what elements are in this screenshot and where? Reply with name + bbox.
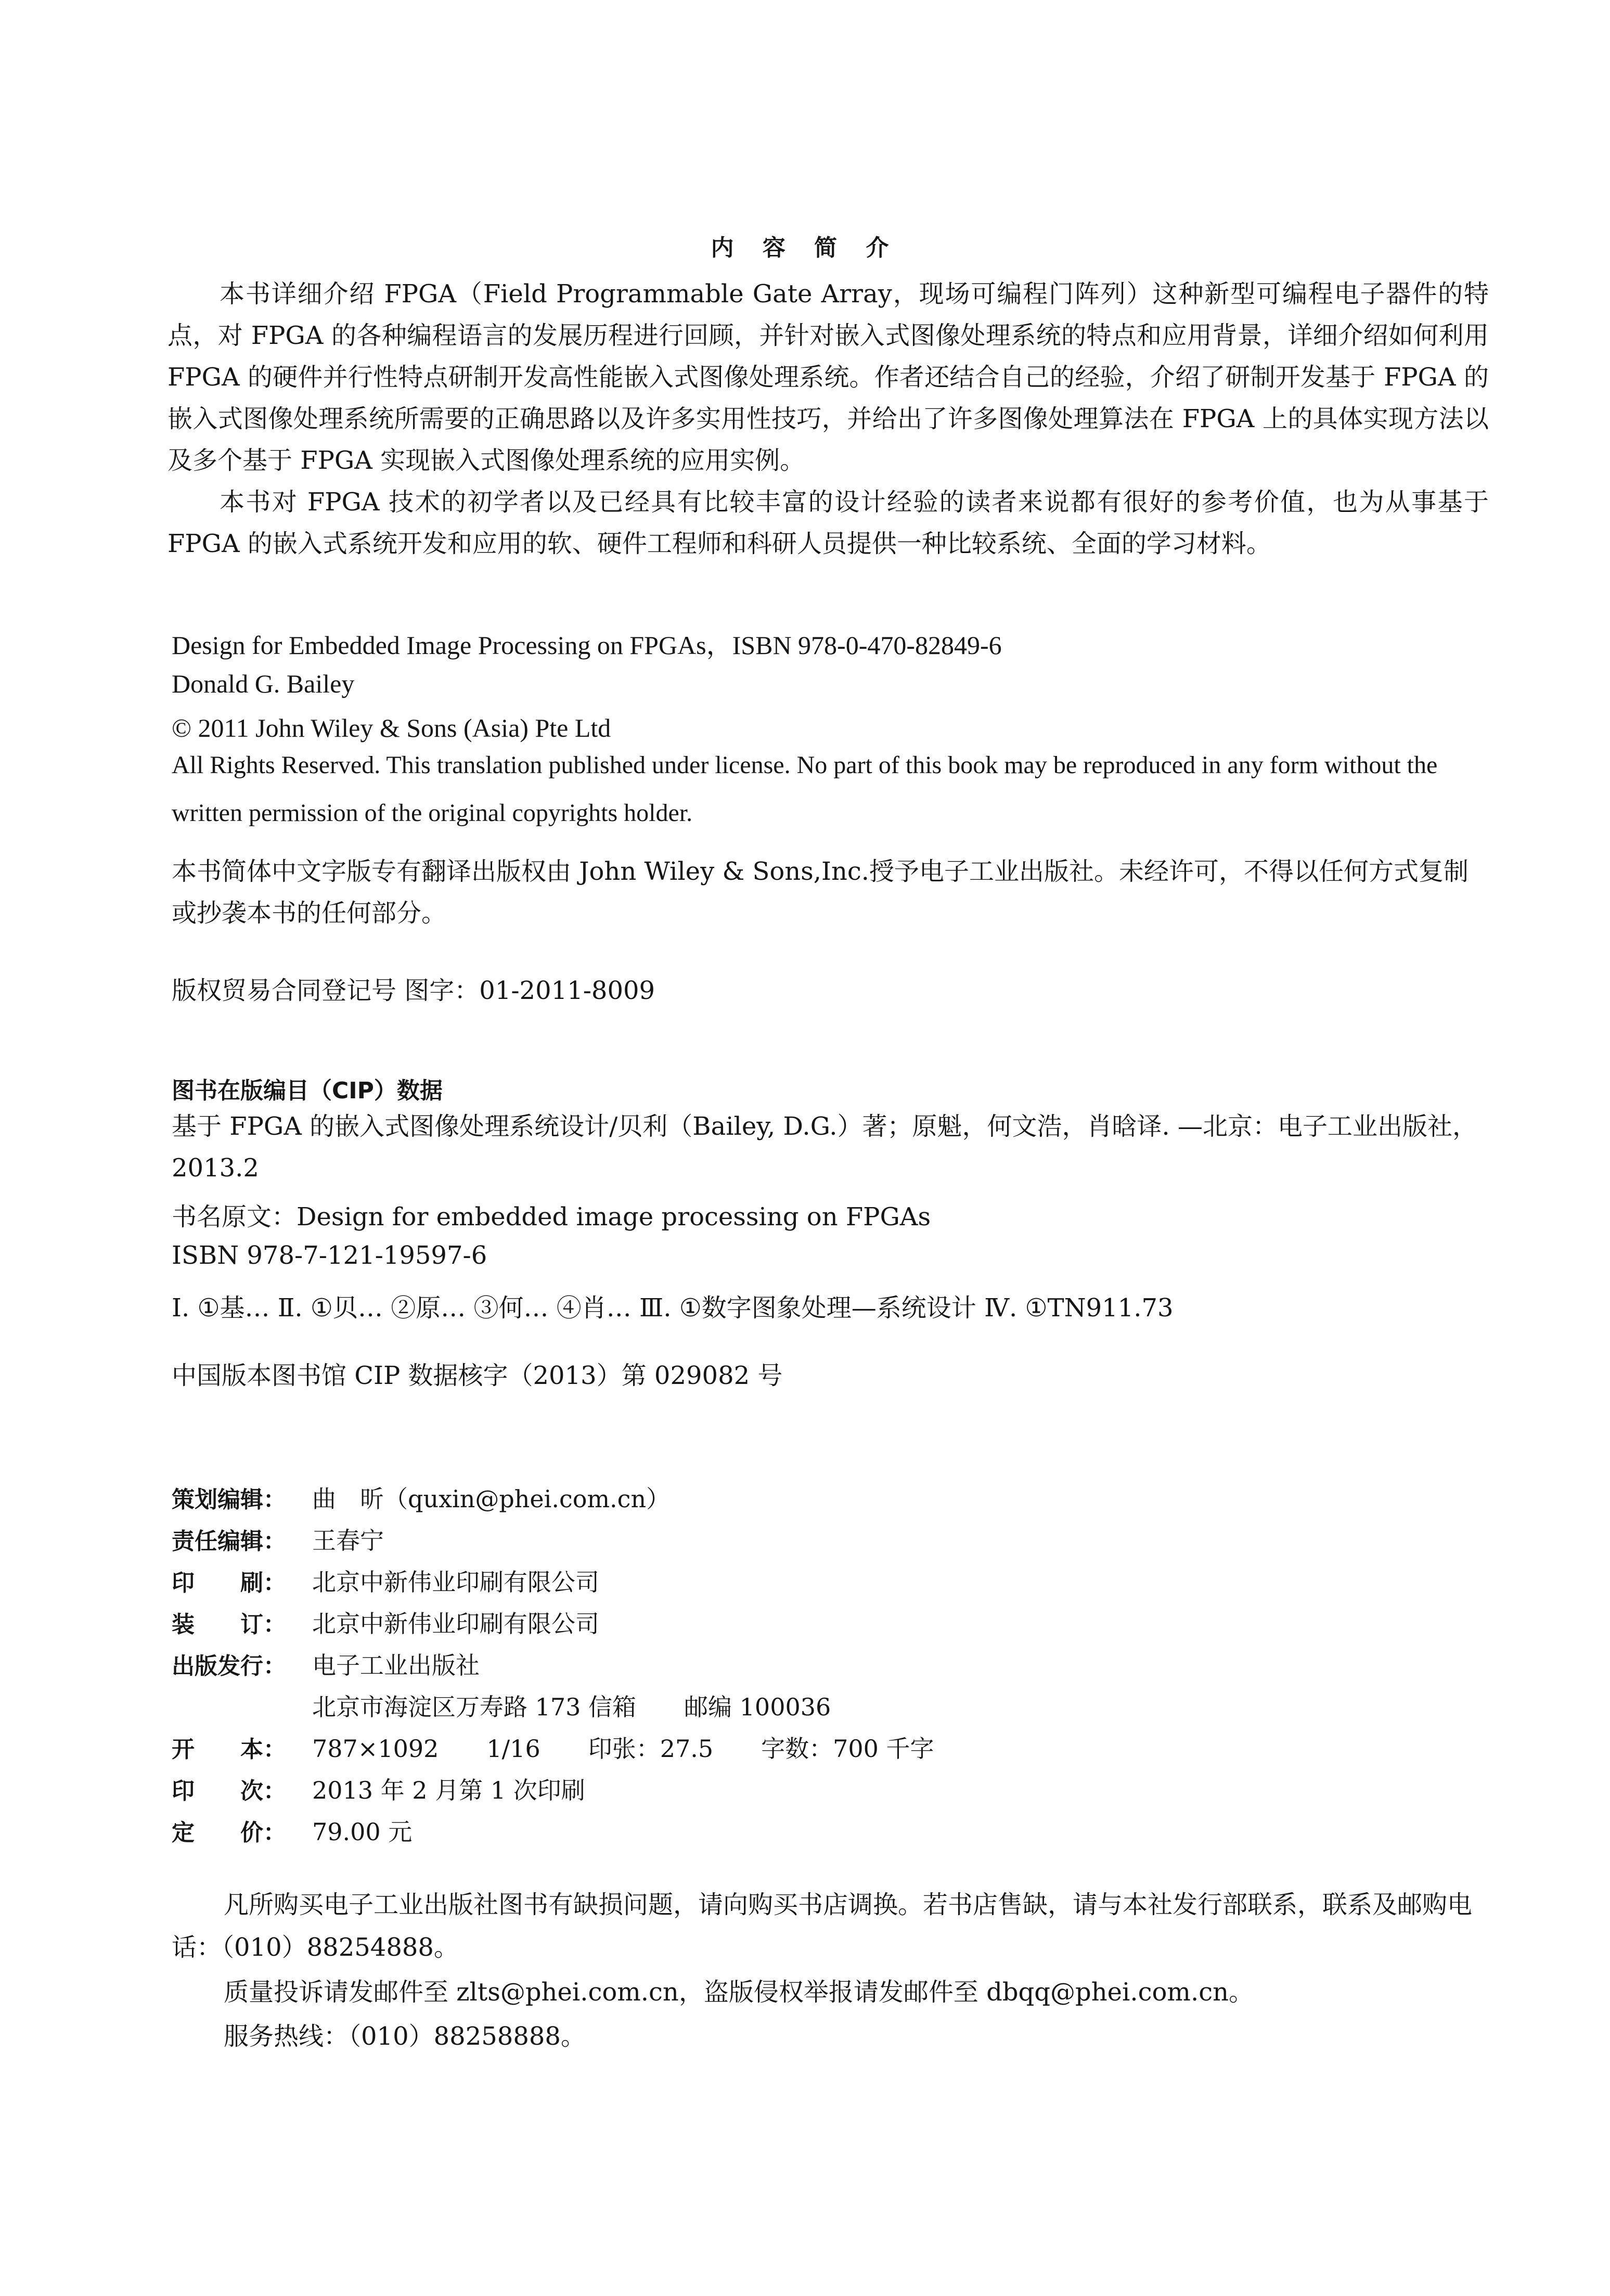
imprint-responsible-editor	[172, 1522, 384, 1556]
notice-complaints: 质量投诉请发邮件至 zlts@phei.com.cn，盗版侵权举报请发邮件至 dbqq@phei.com.cn。	[224, 1978, 1254, 2007]
imprint-format	[172, 1730, 934, 1764]
imprint-printing	[172, 1563, 599, 1598]
imprint-label: 策划编辑：	[172, 1486, 286, 1513]
imprint-planning-editor	[172, 1480, 670, 1515]
imprint-address: 北京市海淀区万寿路 173 信箱 邮编 100036	[312, 1693, 831, 1721]
imprint-label: 印 次：	[172, 1778, 286, 1804]
summary-paragraph-2: 本书对 FPGA 技术的初学者以及已经具有比较丰富的设计经验的读者来说都有很好的参考价值，也为从事基于 FPGA 的嵌入式系统开发和应用的软、硬件工程师和科研人员提供一种比较系统、全面的学习材料。	[168, 488, 1489, 558]
imprint-label: 出版发行：	[172, 1653, 286, 1679]
imprint-value: 曲 昕（quxin@phei.com.cn）	[312, 1485, 671, 1513]
summary-title: 内 容 简 介	[711, 235, 899, 261]
imprint-value: 电子工业出版社	[312, 1651, 480, 1679]
imprint-value: 王春宁	[312, 1527, 384, 1555]
imprint-publisher	[172, 1647, 480, 1681]
cip-heading: 图书在版编目（CIP）数据	[172, 1078, 443, 1104]
imprint-value: 79.00 元	[312, 1818, 413, 1846]
registration-number: 版权贸易合同登记号 图字：01-2011-8009	[172, 976, 655, 1005]
cip-isbn: ISBN 978-7-121-19597-6	[172, 1241, 487, 1270]
translation-rights-statement: 本书简体中文字版专有翻译出版权由 John Wiley & Sons,Inc.授予电子工业出版社。未经许可，不得以任何方式复制或抄袭本书的任何部分。	[172, 857, 1469, 928]
summary-paragraph-1: 本书详细介绍 FPGA（Field Programmable Gate Array，现场可编程门阵列）这种新型可编程电子器件的特点，对 FPGA 的各种编程语言的发展历程进行回顾，并针对嵌入式图像处理系统的特点和应用背景，详细介绍如何利用 FPGA 的硬件并行性特点研制开发高性能嵌入式图像处理系统。作者还结合自己的经验，介绍了研制开发基于 FPGA 的嵌入式图像处理系统所需要的正确思路以及许多实用性技巧，并给出了许多图像处理算法在 FPGA 上的具体实现方法以及多个基于 FPGA 实现嵌入式图像处理系统的应用实例。	[168, 279, 1489, 475]
cip-original-title: 书名原文：Design for embedded image processing on FPGAs	[172, 1202, 931, 1232]
imprint-edition	[172, 1772, 585, 1806]
cip-record: 基于 FPGA 的嵌入式图像处理系统设计/贝利（Bailey, D.G.）著；原魁，何文浩，肖晗译. —北京：电子工业出版社，2013.2	[172, 1112, 1477, 1183]
imprint-value: 北京中新伟业印刷有限公司	[312, 1610, 599, 1638]
imprint-label: 装 订：	[172, 1611, 286, 1638]
imprint-value: 北京中新伟业印刷有限公司	[312, 1568, 599, 1596]
imprint-binding	[172, 1605, 599, 1639]
original-title-isbn: Design for Embedded Image Processing on FPGAs，ISBN 978-0-470-82849-6	[172, 631, 1002, 660]
notice-defects: 凡所购买电子工业出版社图书有缺损问题，请向购买书店调换。若书店售缺，请与本社发行部联系，联系及邮购电话：（010）88254888。	[172, 1890, 1473, 1962]
notice-hotline: 服务热线：（010）88258888。	[224, 2022, 586, 2051]
imprint-label: 责任编辑：	[172, 1528, 286, 1555]
original-author: Donald G. Bailey	[172, 669, 355, 698]
imprint-label: 定 价：	[172, 1819, 286, 1846]
original-copyright: © 2011 John Wiley & Sons (Asia) Pte Ltd	[172, 713, 611, 742]
imprint-price	[172, 1813, 412, 1848]
original-rights-statement: All Rights Reserved. This translation published under license. No part of this book may be reproduced in any form without the written permission of the original copyrights holder.	[172, 751, 1438, 827]
cip-verification: 中国版本图书馆 CIP 数据核字（2013）第 029082 号	[172, 1361, 783, 1390]
imprint-value: 2013 年 2 月第 1 次印刷	[312, 1776, 585, 1804]
imprint-value: 787×1092 1/16 印张：27.5 字数：700 千字	[312, 1735, 934, 1763]
imprint-label: 印 刷：	[172, 1570, 286, 1596]
imprint-label: 开 本：	[172, 1736, 286, 1763]
cip-classification: Ⅰ. ①基… Ⅱ. ①贝… ②原… ③何… ④肖… Ⅲ. ①数字图象处理—系统设计 Ⅳ. ①TN911.73	[172, 1293, 1174, 1323]
